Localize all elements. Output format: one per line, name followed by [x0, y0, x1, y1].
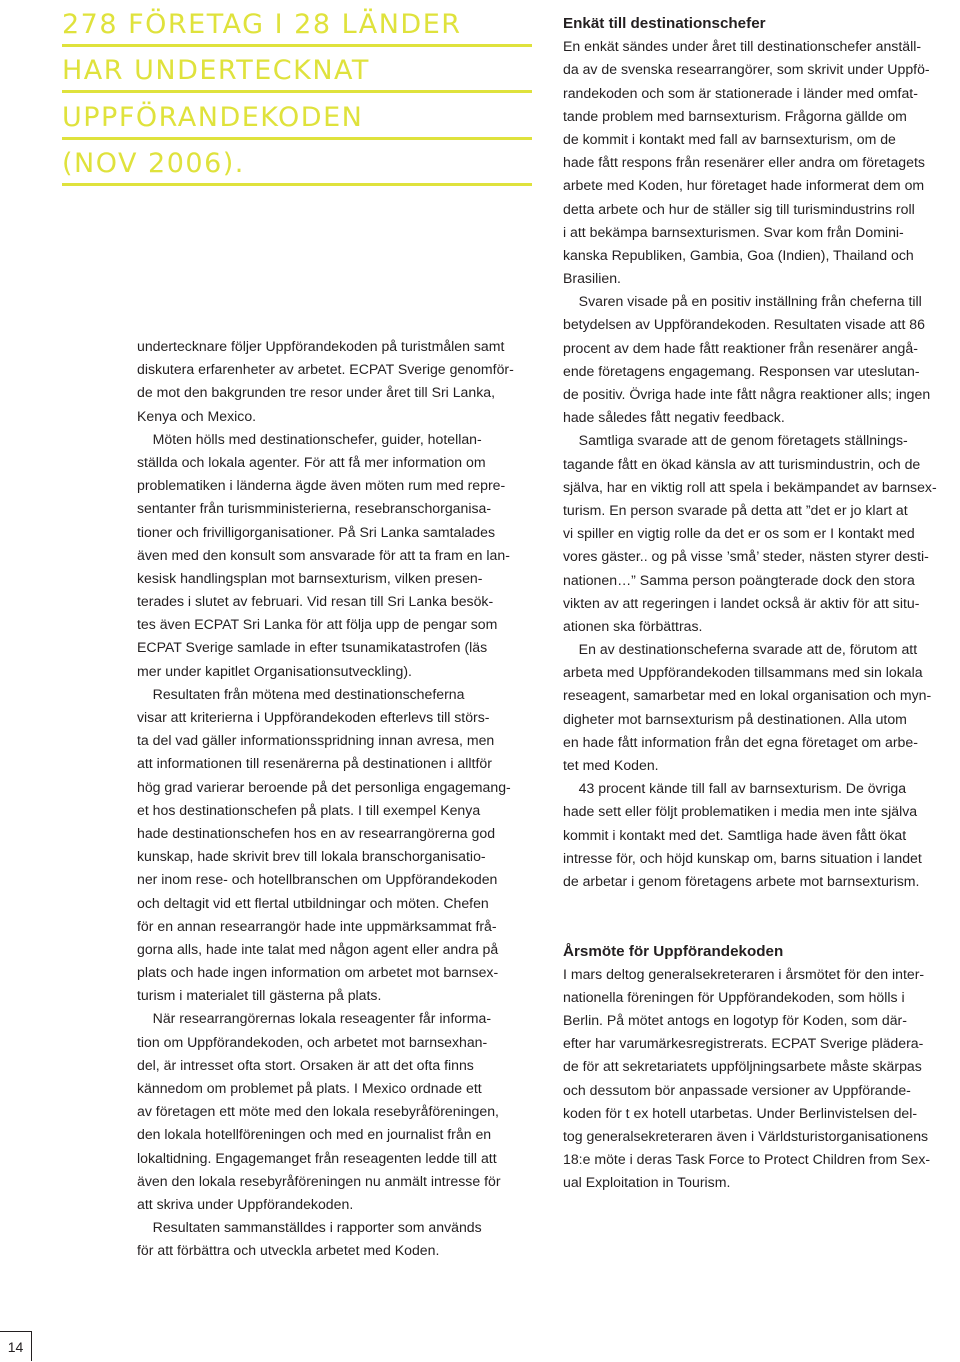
- body-text-line: turism. En person svarade på detta att ”det er jo klart at: [563, 501, 908, 518]
- pull-quote-text: 278 FÖRETAG I 28 LÄNDER: [62, 8, 462, 40]
- body-text-line: da av de svenska researrangörer, som skrivit under Uppfö-: [563, 61, 930, 78]
- page-number: 14: [0, 1331, 32, 1361]
- body-text-line: en hade fått information från det egna företaget om arbe-: [563, 733, 918, 750]
- body-text-line: et hos destinationschefen på plats. I till exempel Kenya: [137, 801, 481, 818]
- body-text-line: I mars deltog generalsekreteraren i årsmötet för den inter-: [563, 965, 925, 982]
- body-text-line: undertecknare följer Uppförandekoden på turistmålen samt: [137, 338, 505, 354]
- body-text-line: även med den konsult som ansvarade för att ta fram en lan-: [137, 546, 510, 563]
- pull-quote: [62, 0, 532, 186]
- body-text-line: tande problem med barnsexturism. Frågorna gällde om: [563, 107, 907, 124]
- body-text-line: i att bekämpa barnsexturismen. Svar kom från Domini-: [563, 223, 904, 240]
- body-text-line: ta del vad gäller informationsspridning innan avresa, men: [137, 732, 495, 749]
- body-text-line: och dessutom bör anpassade versioner av Uppförande-: [563, 1081, 911, 1098]
- body-text-line: även den lokala resebyråföreningen nu anmält intresse för: [137, 1172, 501, 1189]
- body-text-line: vores gäster.. og på visse ’små’ steder, nästen styrer desti-: [563, 548, 929, 565]
- body-text-line: hade således fått negativ feedback.: [563, 409, 785, 426]
- body-text-line: En av destinationscheferna svarade att de, förutom att: [563, 641, 918, 658]
- pull-quote-line: [62, 140, 532, 187]
- body-text-line: plats och hade ingen information om arbetet mot barnsex-: [137, 964, 499, 981]
- body-text-line: turism i materialet till gästerna på plats.: [137, 987, 382, 1004]
- pull-quote-line: [62, 0, 532, 47]
- body-text-line: intresse för, och höjd kunskap om, barns situation i landet: [563, 849, 922, 866]
- body-text-line: En enkät sändes under året till destinationschefer anställ-: [563, 38, 922, 55]
- body-text-line: Berlin. På mötet antogs en logotyp för Koden, som där-: [563, 1012, 907, 1029]
- section-heading-arsmote: Årsmöte för Uppförandekoden: [563, 942, 784, 960]
- body-text-line: kännedom om problemet på plats. I Mexico ordnade ett: [137, 1080, 482, 1096]
- body-text-line: ationen ska förbättras.: [563, 617, 703, 634]
- body-text-line: nationen…” Samma person poängterade dock den stora: [563, 571, 915, 588]
- body-text-line: Svaren visade på en positiv inställning från cheferna till: [563, 293, 922, 310]
- body-text-line: detta arbete och hur de ställer sig till turismindustrins roll: [563, 200, 915, 217]
- body-text-line: 43 procent kände till fall av barnsexturism. De övriga: [563, 780, 907, 797]
- body-text-line: de för att sekretariatets uppföljningsarbete måste skärpas: [563, 1058, 922, 1075]
- body-text-line: tioner och frivilligorganisationer. På Sri Lanka samtalades: [137, 523, 496, 540]
- body-text-line: vikten av att regeringen i landet också är aktiv för att situ-: [563, 594, 920, 611]
- body-text-line: Samtliga svarade att de genom företagets ställnings-: [563, 432, 908, 449]
- body-text-line: visar att kriterierna i Uppförandekoden efterlevs till störs-: [137, 709, 490, 725]
- body-text-line: 18:e möte i deras Task Force to Protect Children from Sex-: [563, 1151, 931, 1168]
- body-text-line: När researrangörernas lokala reseagenter får informa-: [137, 1010, 492, 1027]
- body-text-line: Kenya och Mexico.: [137, 407, 257, 424]
- section-heading-enkat: Enkät till destinationschefer: [563, 15, 766, 32]
- body-text-line: randekoden och som är stationerade i länder med omfat-: [563, 84, 918, 101]
- body-text-line: gorna alls, hade inte talat med någon agent eller andra på: [137, 940, 499, 957]
- section-spacer: [563, 916, 958, 939]
- body-text-line: terades i slutet av februari. Vid resan till Sri Lanka besök-: [137, 593, 494, 610]
- pull-quote-text: UPPFÖRANDEKODEN: [62, 101, 364, 133]
- body-text-line: de kommit i kontakt med fall av barnsexturism, om de: [563, 130, 896, 147]
- body-text-line: efter har varumärkesregistrerats. ECPAT Sverige plädera-: [563, 1035, 924, 1052]
- body-text-line: att informationen till resenärerna på destinationen i alltför: [137, 755, 492, 772]
- body-text-line: hade fått respons från resenärer eller andra om företagets: [563, 154, 925, 171]
- body-text-line: diskutera erfarenheter av arbetet. ECPAT Sverige genomför-: [137, 361, 514, 378]
- pull-quote-text: (NOV 2006).: [62, 148, 245, 179]
- body-text-line: kunskap, hade skrivit brev till lokala branschorganisatio-: [137, 848, 486, 865]
- body-text-line: hade destinationschefen hos en av researrangörerna god: [137, 824, 496, 841]
- body-text-line: kesisk handlingsplan mot barnsexturism, vilken presen-: [137, 569, 483, 586]
- section-body-arsmote: [563, 963, 958, 1195]
- pull-quote-line: [62, 93, 532, 140]
- body-text-line: ställda och lokala agenter. För att få mer information om: [137, 453, 486, 470]
- body-text-line: för en annan researrangör hade inte uppmärksammat frå-: [137, 917, 497, 934]
- body-text-line: reseagent, samarbetar med en lokal organisation och myn-: [563, 687, 932, 704]
- body-text-line: nationella föreningen för Uppförandekoden, som hölls i: [563, 988, 905, 1005]
- body-text-line: Resultaten sammanställdes i rapporter som används: [137, 1219, 482, 1236]
- body-text-line: lokaltidning. Engagemanget från reseagenten ledde till att: [137, 1149, 497, 1166]
- body-text-line: del, är intresset ofta stort. Orsaken är att det ofta finns: [137, 1056, 474, 1073]
- body-text-line: den lokala hotellföreningen och med en journalist från en: [137, 1126, 492, 1143]
- body-text-line: tog generalsekreteraren även i Världsturistorganisationens: [563, 1128, 929, 1144]
- body-text-line: Brasilien.: [563, 270, 621, 287]
- body-text-line: Resultaten från mötena med destinationscheferna: [137, 685, 465, 702]
- body-text-line: ECPAT Sverige samlade in efter tsunamikatastrofen (läs: [137, 639, 488, 656]
- section-body-enkat: [563, 35, 958, 893]
- body-text-line: tagande fått en ökad känsla av att turismindustrin, och de: [563, 455, 921, 472]
- body-text-line: koden för t ex hotell utarbetas. Under Berlinvistelsen del-: [563, 1104, 918, 1121]
- section-spacer: [563, 893, 958, 916]
- pull-quote-line: [62, 47, 532, 94]
- body-text-line: ner inom rese- och hotellbranschen om Uppförandekoden: [137, 871, 498, 888]
- body-text-line: de positiv. Övriga hade inte fått några reaktioner alls; ingen: [563, 386, 931, 402]
- body-text-line: betydelsen av Uppförandekoden. Resultaten visade att 86: [563, 316, 925, 333]
- body-text-line: tet med Koden.: [563, 757, 659, 773]
- body-text-line: ende företagens engagemang. Responsen var uteslutan-: [563, 362, 920, 379]
- body-text-line: själva, har en viktig roll att spela i bekämpandet av barnsex-: [563, 478, 937, 495]
- right-column: [563, 12, 958, 1195]
- left-column: [137, 335, 537, 1263]
- body-text-line: de mot den bakgrunden tre resor under året till Sri Lanka,: [137, 384, 496, 401]
- body-text-line: att skriva under Uppförandekoden.: [137, 1195, 354, 1212]
- body-text-line: hade sett eller följt problematiken i media men inte själva: [563, 803, 918, 820]
- body-text-line: för att förbättra och utveckla arbetet med Koden.: [137, 1242, 440, 1259]
- body-text-line: sentanter från turismministerierna, resebranschorganisa-: [137, 500, 492, 517]
- body-text-line: kanska Republiken, Gambia, Goa (Indien), Thailand och: [563, 246, 914, 263]
- body-text-line: hög grad varierar beroende på det personliga engagemang-: [137, 778, 511, 795]
- body-text-line: arbeta med Uppförandekoden tillsammans med sin lokala: [563, 664, 923, 681]
- body-text-line: och deltagit vid ett flertal utbildningar och möten. Chefen: [137, 894, 489, 911]
- body-text-line: tion om Uppförandekoden, och arbetet mot barnsexhan-: [137, 1033, 488, 1050]
- body-text-line: procent av dem hade fått reaktioner från resenärer angå-: [563, 339, 918, 356]
- body-text-line: tes även ECPAT Sri Lanka för att följa upp de pengar som: [137, 616, 498, 633]
- body-text-line: arbete med Koden, hur företaget hade informerat dem om: [563, 177, 925, 194]
- body-text-line: de arbetar i genom företagens arbete mot barnsexturism.: [563, 872, 920, 889]
- pull-quote-text: HAR UNDERTECKNAT: [62, 55, 370, 86]
- body-text-line: av företagen ett möte med den lokala resebyråföreningen,: [137, 1103, 499, 1120]
- body-text-line: kommit i kontakt med det. Samtliga hade även fått ökat: [563, 826, 907, 843]
- body-text-line: problematiken i länderna ägde även möten rum med repre-: [137, 477, 506, 494]
- body-text-line: vi spiller en vigtig rolle da det er os som er I kontakt med: [563, 525, 915, 542]
- body-text-line: Möten hölls med destinationschefer, guider, hotellan-: [137, 430, 482, 447]
- body-text-line: mer under kapitlet Organisationsutveckling).: [137, 662, 412, 679]
- body-text-line: digheter mot barnsexturism på destinationen. Alla utom: [563, 710, 907, 727]
- body-text-line: ual Exploitation in Tourism.: [563, 1174, 731, 1191]
